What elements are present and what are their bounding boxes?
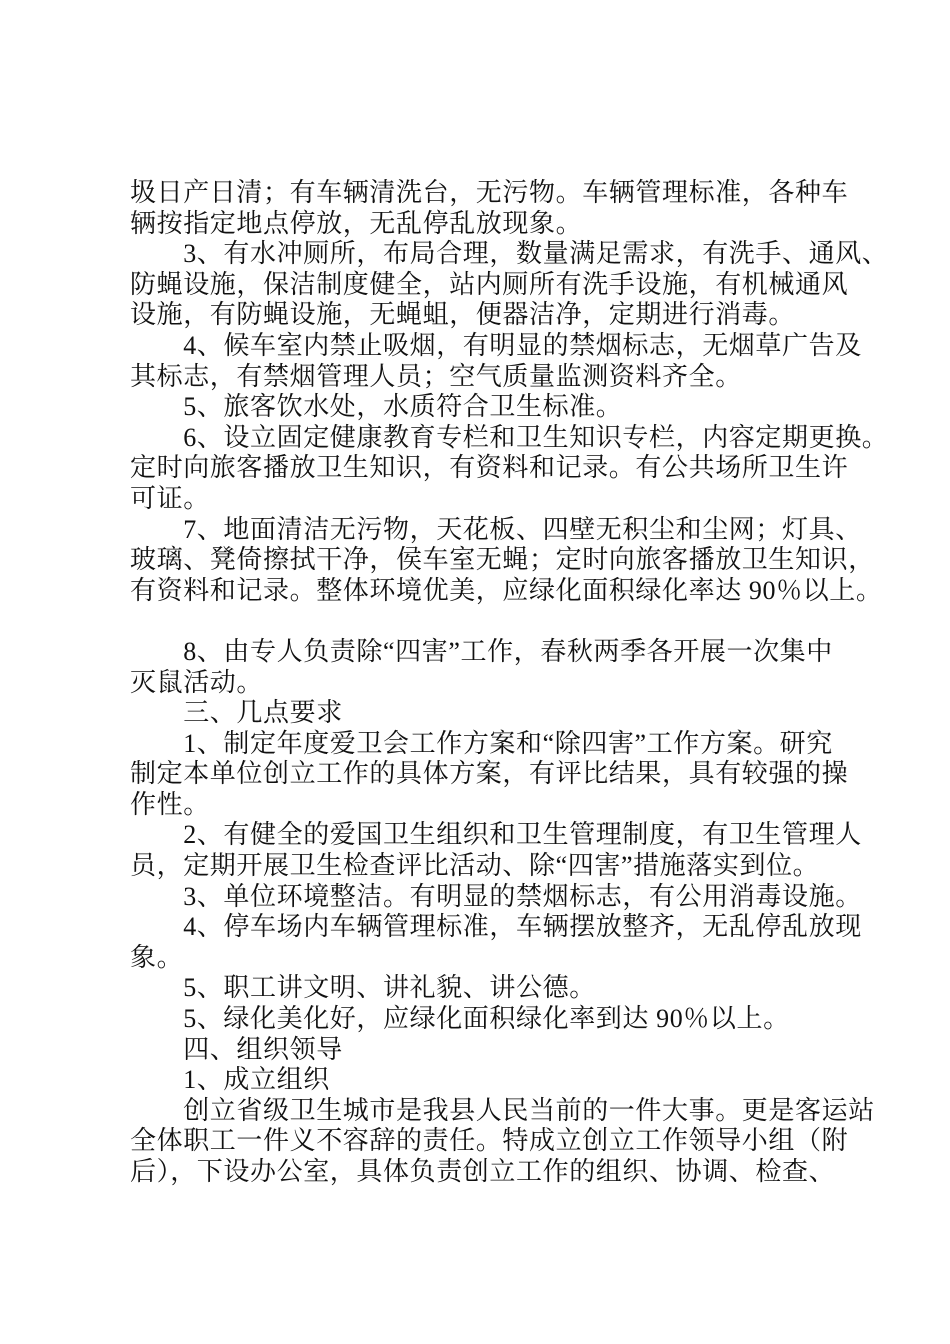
text-line: 2、有健全的爱国卫生组织和卫生管理制度，有卫生管理人	[130, 820, 862, 850]
text-line: 定时向旅客播放卫生知识，有资料和记录。有公共场所卫生许	[130, 453, 849, 483]
text-line: 制定本单位创立工作的具体方案，有评比结果，具有较强的操	[130, 759, 849, 789]
text-line: 7、地面清洁无污物，天花板、四壁无积尘和尘网；灯具、	[130, 514, 862, 544]
text-line: 3、单位环境整洁。有明显的禁烟标志，有公用消毒设施。	[130, 881, 862, 911]
text-line: 有资料和记录。整体环境优美，应绿化面积绿化率达 90％以上。	[130, 575, 883, 605]
text-line: 6、设立固定健康教育专栏和卫生知识专栏，内容定期更换。	[130, 422, 889, 452]
blank-line	[130, 606, 855, 637]
text-line: 防蝇设施，保洁制度健全，站内厕所有洗手设施，有机械通风	[130, 269, 849, 299]
text-line: 员，定期开展卫生检查评比活动、除“四害”措施落实到位。	[130, 851, 820, 881]
text-line: 创立省级卫生城市是我县人民当前的一件大事。更是客运站	[130, 1095, 875, 1125]
section-heading: 四、组织领导	[130, 1034, 343, 1064]
section-heading: 三、几点要求	[130, 698, 343, 728]
text-line: 全体职工一件义不容辞的责任。特成立创立工作领导小组（附	[130, 1126, 849, 1156]
text-line: 1、制定年度爱卫会工作方案和“除四害”工作方案。研究	[130, 728, 833, 758]
text-line: 其标志，有禁烟管理人员；空气质量监测资料齐全。	[130, 361, 742, 391]
text-line: 5、旅客饮水处，水质符合卫生标准。	[130, 392, 623, 422]
text-line: 圾日产日清；有车辆清洗台，无污物。车辆管理标准，各种车	[130, 178, 849, 207]
text-line: 设施，有防蝇设施，无蝇蛆，便器洁净，定期进行消毒。	[130, 300, 796, 330]
text-line: 1、成立组织	[130, 1065, 330, 1095]
text-line: 可证。	[130, 483, 210, 513]
text-line: 5、绿化美化好，应绿化面积绿化率到达 90％以上。	[130, 1004, 790, 1034]
text-line: 玻璃、凳倚擦拭干净，侯车室无蝇；定时向旅客播放卫生知识，	[130, 545, 875, 575]
text-line: 4、停车场内车辆管理标准，车辆摆放整齐，无乱停乱放现	[130, 912, 862, 942]
text-line: 作性。	[130, 789, 210, 819]
text-line: 辆按指定地点停放，无乱停乱放现象。	[130, 208, 583, 238]
text-line: 象。	[130, 942, 184, 972]
text-line: 后），下设办公室，具体负责创立工作的组织、协调、检查、	[130, 1157, 836, 1186]
text-line: 5、职工讲文明、讲礼貌、讲公德。	[130, 973, 596, 1003]
text-line: 8、由专人负责除“四害”工作，春秋两季各开展一次集中	[130, 636, 833, 666]
text-line: 4、候车室内禁止吸烟，有明显的禁烟标志，无烟草广告及	[130, 330, 862, 360]
text-line: 灭鼠活动。	[130, 667, 264, 697]
text-line: 3、有水冲厕所，布局合理，数量满足需求，有洗手、通风、	[130, 239, 889, 269]
